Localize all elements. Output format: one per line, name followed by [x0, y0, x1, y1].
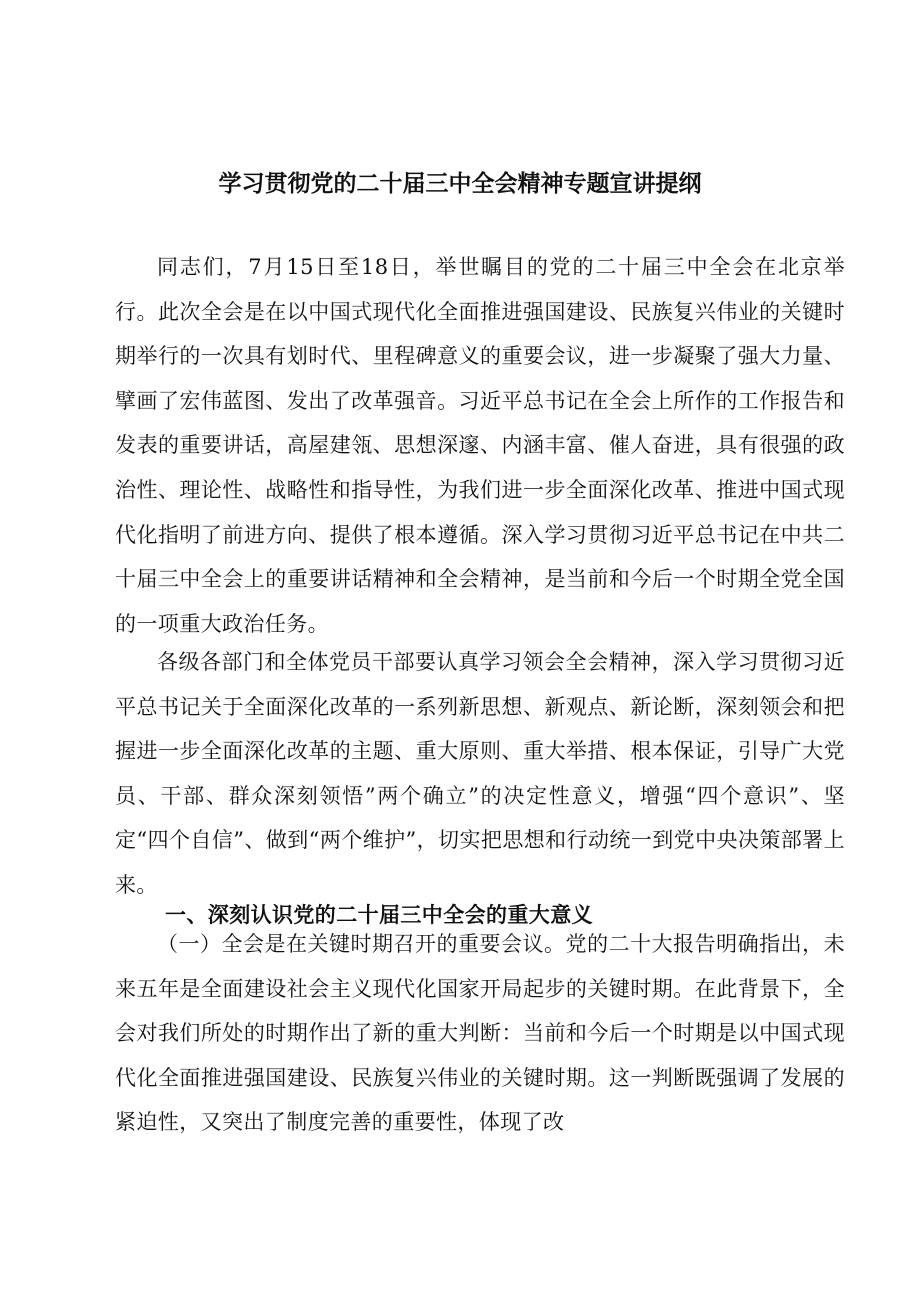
document-title: 学习贯彻党的二十届三中全会精神专题宣讲提纲	[218, 171, 702, 197]
section-heading: 一、深刻认识党的二十届三中全会的重大意义	[165, 903, 593, 927]
section-paragraph: （一）全会是在关键时期召开的重要会议。党的二十大报告明确指出，未来五年是全面建设社会主义现代化国家开局起步的关键时期。在此背景下，全会对我们所处的时期作出了新的重大判断：当前和今后一个时期是以中国式现代化全面推进强国建设、民族复兴伟业的关键时期。这一判断既强调了发展的紧迫性，又突出了制度完善的重要性，体现了改	[115, 932, 845, 1135]
requirements-paragraph: 各级各部门和全体党员干部要认真学习领会全会精神，深入学习贯彻习近平总书记关于全面深化改革的一系列新思想、新观点、新论断，深刻领会和把握进一步全面深化改革的主题、重大原则、重大举措、根本保证，引导广大党员、干部、群众深刻领悟”两个确立”的决定性意义，增强“四个意识”、坚定“四个自信”、做到“两个维护”，切实把思想和行动统一到党中央决策部署上来。	[115, 650, 845, 897]
intro-paragraph: 同志们，7月15日至18日，举世瞩目的党的二十届三中全会在北京举行。此次全会是在以中国式现代化全面推进强国建设、民族复兴伟业的关键时期举行的一次具有划时代、里程碑意义的重要会议，进一步凝聚了强大力量、擘画了宏伟蓝图、发出了改革强音。习近平总书记在全会上所作的工作报告和发表的重要讲话，高屋建瓴、思想深邃、内涵丰富、催人奋进，具有很强的政治性、理论性、战略性和指导性，为我们进一步全面深化改革、推进中国式现代化指明了前进方向、提供了根本遵循。深入学习贯彻习近平总书记在中共二十届三中全会上的重要讲话精神和全会精神，是当前和今后一个时期全党全国的一项重大政治任务。	[115, 255, 845, 636]
